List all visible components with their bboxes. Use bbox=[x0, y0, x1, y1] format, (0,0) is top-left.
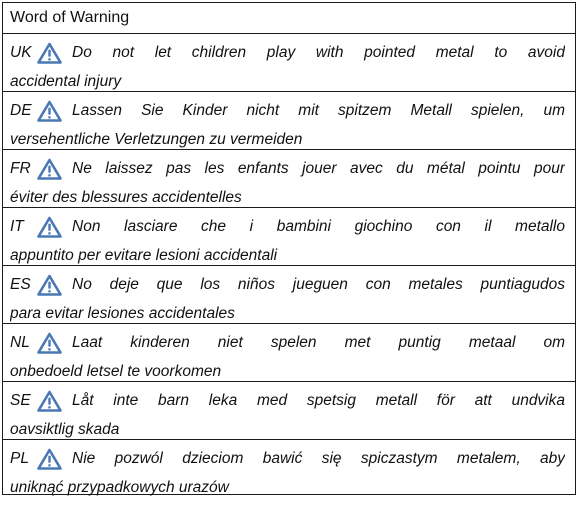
warning-entry-first-line bbox=[10, 386, 565, 415]
language-code: SE bbox=[10, 392, 31, 409]
warning-text-first-line: No deje que los niños jueguen con metales puntiagudos bbox=[72, 276, 565, 293]
language-code: PL bbox=[10, 450, 29, 467]
warning-triangle-icon bbox=[37, 216, 62, 238]
warning-text-second-line: versehentliche Verletzungen zu vermeiden bbox=[10, 131, 303, 148]
warning-text-first-line: Ne laissez pas les enfants jouer avec du métal pointu pour bbox=[72, 160, 565, 177]
warning-text-first-line: Laat kinderen niet spelen met puntig metaal om bbox=[72, 334, 565, 351]
warning-text-second-line: uniknąć przypadkowych urazów bbox=[10, 479, 229, 496]
language-code: DE bbox=[10, 102, 32, 119]
warning-text-second-line: para evitar lesiones accidentales bbox=[10, 305, 235, 322]
warning-triangle-icon bbox=[37, 158, 62, 180]
language-code: FR bbox=[10, 160, 31, 177]
warning-text-second-line: onbedoeld letsel te voorkomen bbox=[10, 363, 222, 380]
warning-entry-first-line bbox=[10, 154, 565, 183]
language-code: IT bbox=[10, 218, 24, 235]
language-code: UK bbox=[10, 44, 32, 61]
warning-entries bbox=[3, 34, 575, 495]
table-title: Word of Warning bbox=[3, 3, 575, 34]
warning-triangle-icon bbox=[37, 332, 62, 354]
warning-entry-first-line bbox=[10, 328, 565, 357]
warning-text-second-line: accidental injury bbox=[10, 73, 122, 90]
warning-text-first-line: Non lasciare che i bambini giochino con il metallo bbox=[72, 218, 565, 235]
warning-triangle-icon bbox=[37, 100, 62, 122]
warning-entry-first-line bbox=[10, 38, 565, 67]
language-code: NL bbox=[10, 334, 30, 351]
warning-triangle-icon bbox=[37, 274, 62, 296]
warning-text-second-line: éviter des blessures accidentelles bbox=[10, 189, 242, 206]
warning-entry bbox=[3, 92, 575, 150]
warning-entry-first-line bbox=[10, 96, 565, 125]
warning-entry bbox=[3, 266, 575, 324]
language-code: ES bbox=[10, 276, 31, 293]
warning-text-first-line: Do not let children play with pointed metal to avoid bbox=[72, 44, 565, 61]
warning-entry bbox=[3, 440, 575, 495]
warning-triangle-icon bbox=[37, 448, 62, 470]
warning-text-first-line: Låt inte barn leka med spetsig metall för att undvika bbox=[72, 392, 565, 409]
warning-entry bbox=[3, 208, 575, 266]
warning-entry bbox=[3, 34, 575, 92]
warning-entry-first-line bbox=[10, 212, 565, 241]
warning-text-first-line: Nie pozwól dzieciom bawić się spiczastym metalem, aby bbox=[72, 450, 565, 467]
warning-table bbox=[2, 2, 576, 495]
warning-text-first-line: Lassen Sie Kinder nicht mit spitzem Metall spielen, um bbox=[72, 102, 565, 119]
warning-entry bbox=[3, 150, 575, 208]
warning-text-second-line: appuntito per evitare lesioni accidentali bbox=[10, 247, 278, 264]
warning-triangle-icon bbox=[37, 42, 62, 64]
warning-entry-first-line bbox=[10, 444, 565, 473]
warning-entry-first-line bbox=[10, 270, 565, 299]
warning-entry bbox=[3, 382, 575, 440]
warning-text-second-line: oavsiktlig skada bbox=[10, 421, 120, 438]
warning-triangle-icon bbox=[37, 390, 62, 412]
warning-entry bbox=[3, 324, 575, 382]
